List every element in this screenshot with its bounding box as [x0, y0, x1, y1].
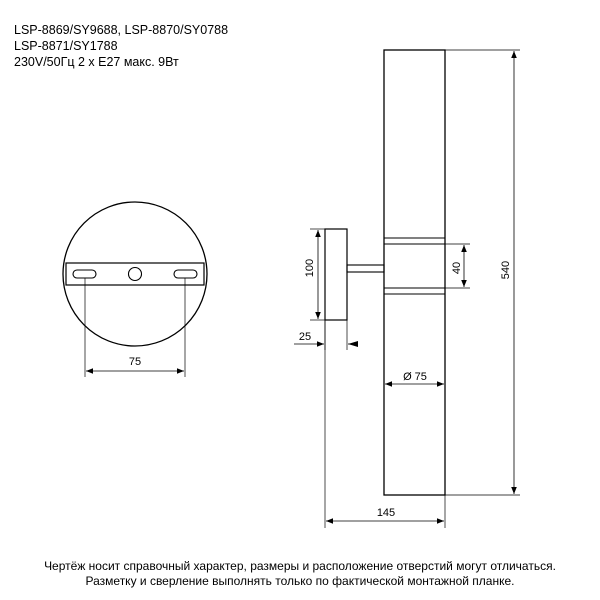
mounting-plate: [66, 263, 204, 285]
lamp-body: [384, 50, 445, 495]
model-numbers-line-1: LSP-8869/SY9688, LSP-8870/SY0788: [14, 23, 229, 37]
mounting-slot-left: [73, 270, 96, 278]
lamp-side-view: [294, 50, 520, 528]
mounting-slot-right: [174, 270, 197, 278]
electrical-spec: 230V/50Гц 2 x E27 макс. 9Вт: [14, 55, 179, 69]
dim-label-total-height: 540: [500, 260, 512, 280]
dim-label-body-diameter: Ø 75: [403, 371, 427, 383]
dim-label-wall-plate-depth: 25: [298, 331, 312, 343]
lamp-arm: [347, 265, 384, 272]
dim-label-wall-plate-height: 100: [304, 258, 316, 278]
disclaimer-footer: [0, 559, 600, 589]
disclaimer-line-1: Чертёж носит справочный характер, размеры и расположение отверстий могут отличаться.: [44, 559, 556, 573]
dim-label-total-depth: 145: [376, 507, 396, 519]
base-front-view: [63, 202, 207, 377]
dim-label-plate-width: 75: [128, 356, 142, 368]
center-hole: [129, 268, 142, 281]
dim-label-collar-height: 40: [451, 261, 463, 275]
disclaimer-line-2: Разметку и сверление выполнять только по фактической монтажной планке.: [85, 574, 515, 588]
base-circle: [63, 202, 207, 346]
model-numbers-line-2: LSP-8871/SY1788: [14, 39, 118, 53]
wall-plate: [325, 229, 347, 320]
